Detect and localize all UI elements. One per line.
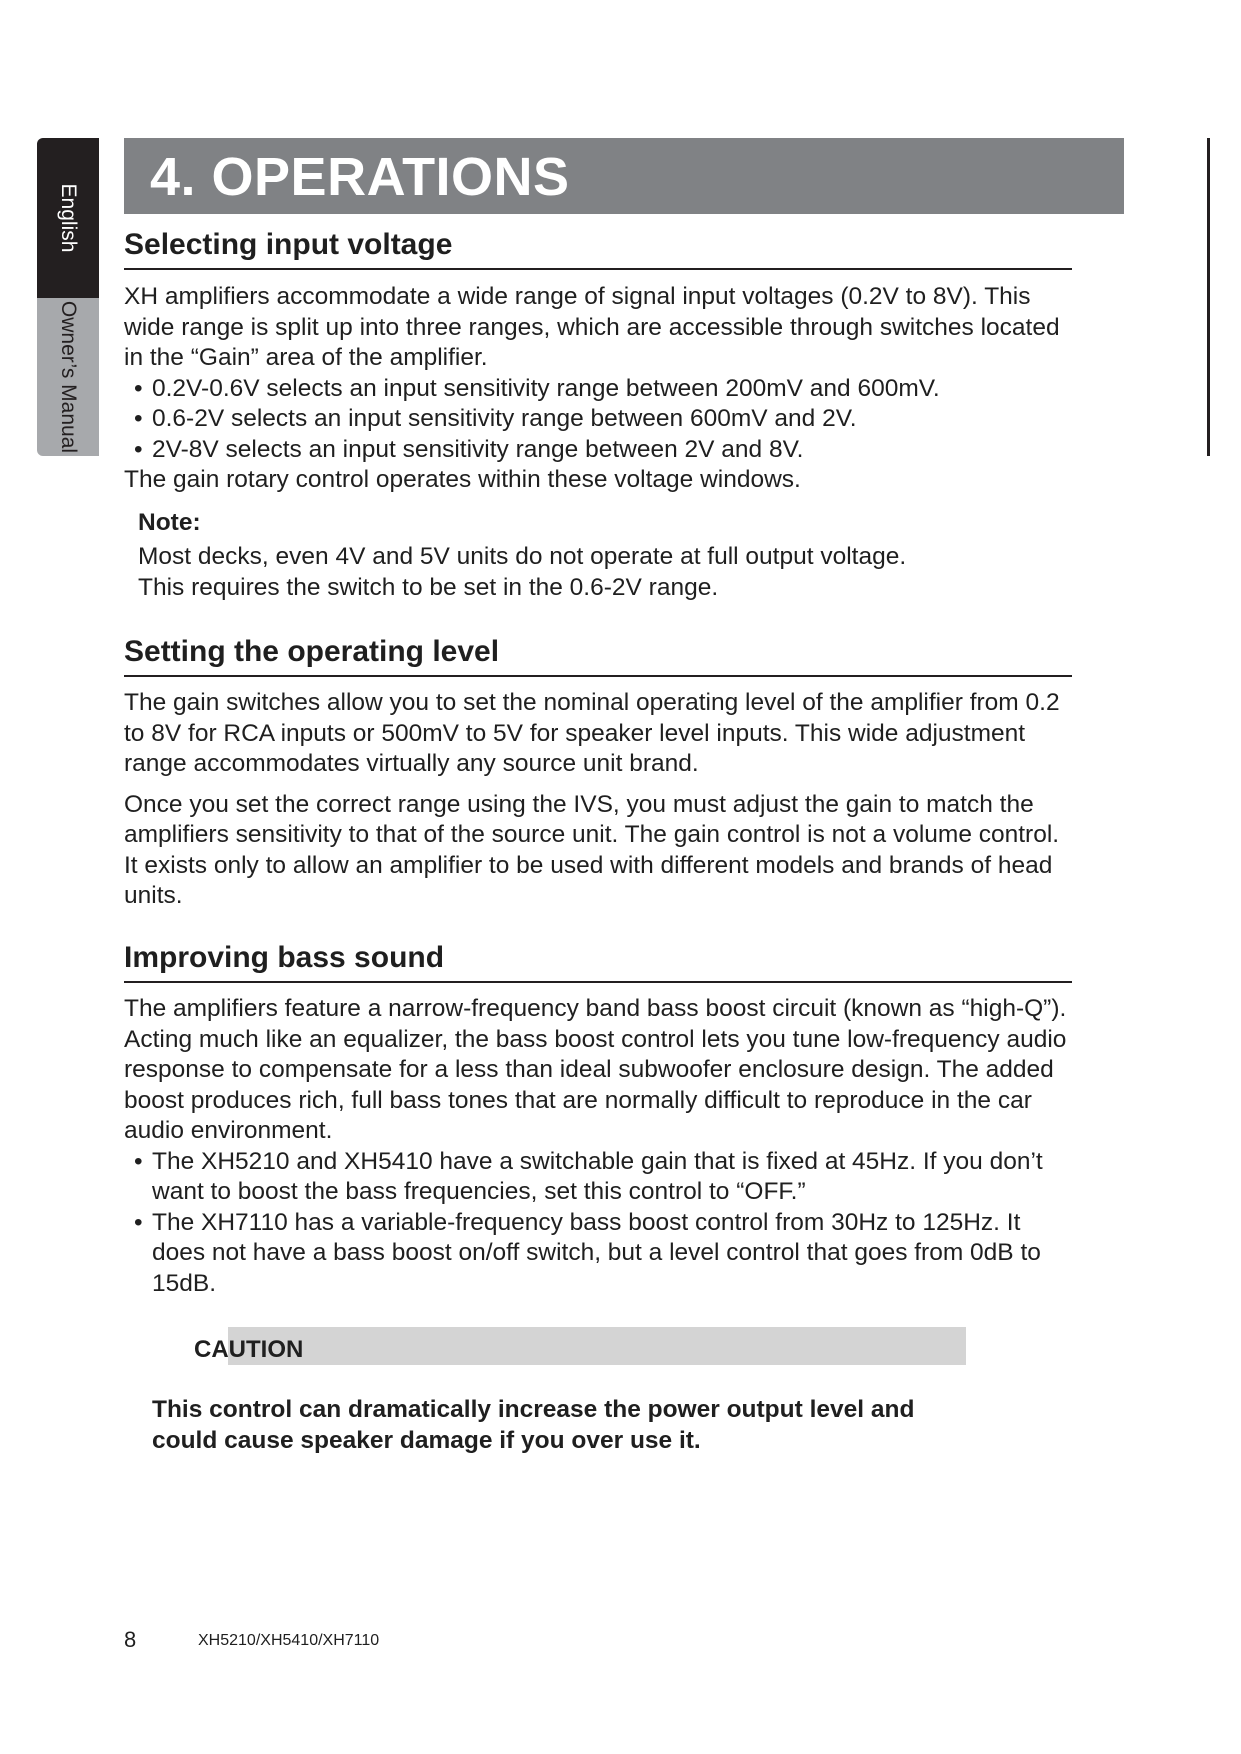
- paragraph: Once you set the correct range using the IVS, you must adjust the gain to match the amplifiers sensitivity to that of the source unit. The gain control is not a volume control. It exists only to allow an amplifier to be used with different models and brands of head units.: [124, 790, 1060, 909]
- list-item: • The XH5210 and XH5410 have a switchable gain that is fixed at 45Hz. If you don’t want to boost the bass frequencies, set this control to “OFF.”: [124, 1147, 1072, 1208]
- note-line: This requires the switch to be set in the 0.6-2V range.: [138, 573, 719, 601]
- section-heading-input-voltage: Selecting input voltage: [124, 228, 1072, 270]
- paragraph: The amplifiers feature a narrow-frequency band bass boost circuit (known as “high-Q”). Acting much like an equalizer, the bass boost control lets you tune low-frequency audio response to compensate for a less than ideal subwoofer enclosure design. The added boost produces rich, full bass tones that are normally difficult to reproduce in the car audio environment.: [124, 995, 1067, 1144]
- paragraph: XH amplifiers accommodate a wide range of signal input voltages (0.2V to 8V). This wide range is split up into three ranges, which are accessible through switches located in the “Gain” area of the amplifier.: [124, 283, 1060, 371]
- paragraph: The gain rotary control operates within these voltage windows.: [124, 466, 801, 493]
- list-item: • 0.2V-0.6V selects an input sensitivity range between 200mV and 600mV.: [124, 374, 1072, 405]
- list-item: • 2V-8V selects an input sensitivity range between 2V and 8V.: [124, 435, 1072, 466]
- caution-bar: [228, 1327, 966, 1365]
- bullet-list: [124, 374, 1072, 466]
- section-body-operating-level: [124, 688, 1072, 922]
- section-body-input-voltage: [124, 282, 1072, 603]
- manual-label: Owner’s Manual: [57, 300, 80, 454]
- note-heading: Note:: [138, 508, 201, 536]
- section-body-bass-sound: [124, 994, 1072, 1299]
- note-line: Most decks, even 4V and 5V units do not operate at full output voltage.: [138, 543, 907, 570]
- list-item: • The XH7110 has a variable-frequency bass boost control from 30Hz to 125Hz. It does not have a bass boost on/off switch, but a level control that goes from 0dB to 15dB.: [124, 1208, 1072, 1300]
- model-numbers: XH5210/XH5410/XH7110: [198, 1632, 380, 1649]
- right-margin-rule: [1207, 138, 1210, 456]
- section-heading-operating-level: Setting the operating level: [124, 635, 1072, 677]
- manual-tab: [37, 298, 99, 456]
- note-box: [124, 508, 1072, 604]
- chapter-title: 4. OPERATIONS: [150, 147, 570, 207]
- caution-label: CAUTION: [194, 1336, 304, 1363]
- language-tab: [37, 138, 99, 298]
- bullet-list: [124, 1147, 1072, 1300]
- section-heading-bass-sound: Improving bass sound: [124, 941, 1072, 983]
- chapter-title-bar: [124, 138, 1124, 214]
- language-label: English: [57, 183, 80, 253]
- list-item: • 0.6-2V selects an input sensitivity range between 600mV and 2V.: [124, 404, 1072, 435]
- paragraph: The gain switches allow you to set the nominal operating level of the amplifier from 0.2 to 8V for RCA inputs or 500mV to 5V for speaker level inputs. This wide adjustment range accommodates virtually any source unit brand.: [124, 689, 1060, 777]
- page-number: 8: [124, 1627, 137, 1652]
- caution-text: This control can dramatically increase the power output level and could cause speaker damage if you over use it.: [152, 1396, 915, 1454]
